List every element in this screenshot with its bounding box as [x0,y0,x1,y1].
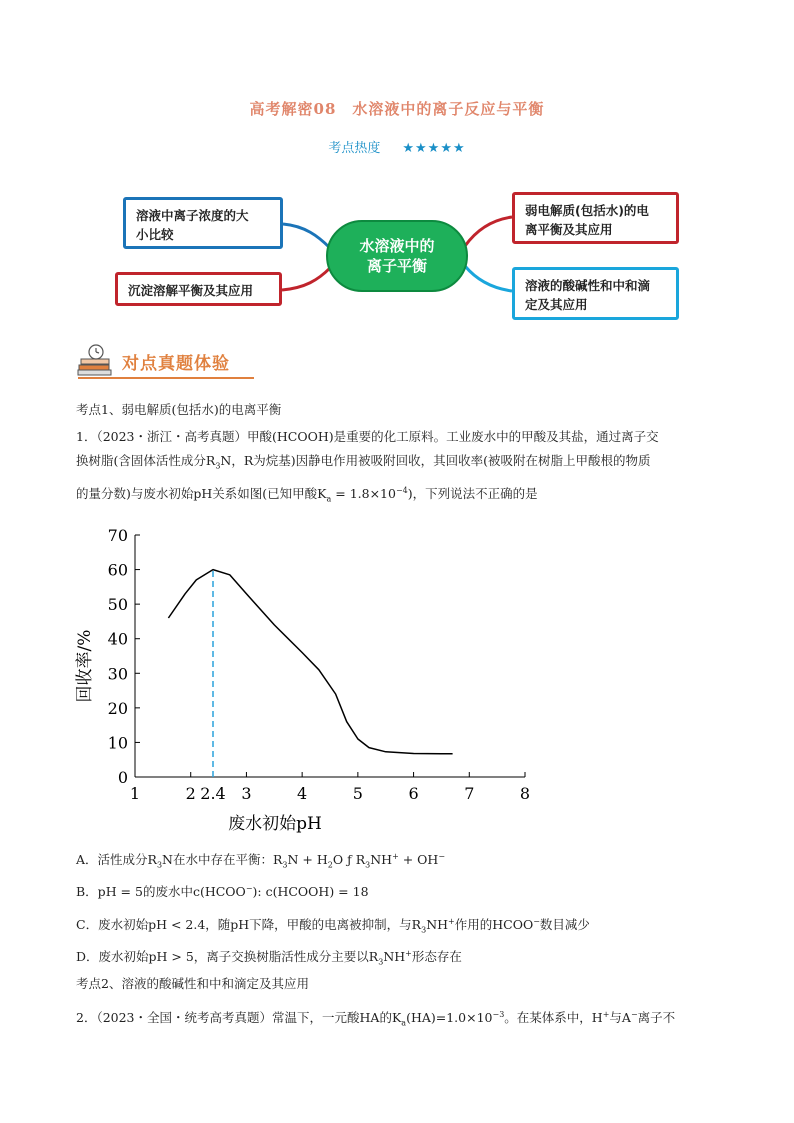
recovery-rate-chart [60,520,540,840]
mindmap-node-weak-electrolyte: 弱电解质(包括水)的电 离平衡及其应用 [512,192,679,244]
question-2: 2．（2023・全国・统考高考真题）常温下，一元酸HA的$K_a(HA)=1.0\times 10^{-3}$。在某体系中，H+与A−离子不 [76,1010,676,1028]
mindmap-node-ion-concentration: 溶液中离子浓度的大 小比较 [123,197,283,249]
y-tick-label: 60 [107,560,128,580]
y-axis-label: 回收率/% [75,629,95,703]
x-tick-label: 3 [241,784,252,803]
x-tick-label: 1 [129,784,141,803]
mindmap-node-precipitation: 沉淀溶解平衡及其应用 [115,272,282,306]
topic-1-heading: 考点1、弱电解质(包括水)的电离平衡 [76,402,282,417]
y-tick-label: 0 [117,768,128,787]
y-tick-label: 10 [107,733,128,753]
option-b[interactable]: B．pH = 5的废水中c(HCOO−): c(HCOOH) = 18 [76,884,369,900]
option-a[interactable]: A．活性成分$R_3N$在水中存在平衡：$R_3N + H_2O$ ƒ $R_3NH^+ + OH^-$ [76,852,446,870]
option-c[interactable]: C．废水初始pH < 2.4，随pH下降，甲酸的电离被抑制，与$R_3NH^+$作用的HCOO−数目减少 [76,917,590,935]
x-tick-label: 4 [297,784,308,803]
mindmap-node-acid-base: 溶液的酸碱性和中和滴 定及其应用 [512,267,679,320]
mindmap-center: 水溶液中的 离子平衡 [326,220,468,292]
x-tick-label: 2.4 [200,784,226,803]
connector-right-top [465,217,512,246]
section-heading [76,343,256,379]
heat-label: 考点热度 [328,141,381,156]
x-tick-label: 5 [352,784,363,803]
books-clock-icon [76,343,116,377]
y-tick-label: 50 [107,595,128,615]
connector-left-top [283,224,330,248]
connector-left-bottom [282,268,330,290]
x-tick-label: 2 [185,784,196,803]
x-tick-label: 6 [408,784,419,803]
connector-right-bottom [465,266,512,291]
y-tick-label: 20 [107,698,128,718]
y-tick-label: 30 [107,664,128,684]
page-title: 高考解密08 水溶液中的离子反应与平衡 [249,100,545,118]
x-tick-label: 8 [519,784,531,803]
topic-2-heading: 考点2、溶液的酸碱性和中和滴定及其应用 [76,976,309,991]
y-tick-label: 40 [107,629,128,649]
option-d[interactable]: D．废水初始pH > 5，离子交换树脂活性成分主要以$R_3NH^+$形态存在 [76,949,462,967]
section-underline [78,377,254,379]
x-tick-label: 7 [464,784,475,803]
y-tick-label: 70 [107,526,128,545]
section-title: 对点真题体验 [122,354,230,374]
star-rating-icon: ★★★★★ [402,141,466,156]
series-line [168,570,452,754]
x-axis-label: 废水初始pH [228,814,322,834]
question-1: 1．（2023・浙江・高考真题）甲酸(HCOOH)是重要的化工原料。工业废水中的甲酸及其盐，通过离子交 换树脂(含固体活性成分$R_3N$，R为烷基)因静电作用被吸附回收，其回收率(被吸附在树脂上甲酸根的物质 的量分数)与废水初始pH关系如图(已知甲酸$K_a = 1.8\times 10^{-4}$)，下列说法不正确的是 [76,429,659,504]
